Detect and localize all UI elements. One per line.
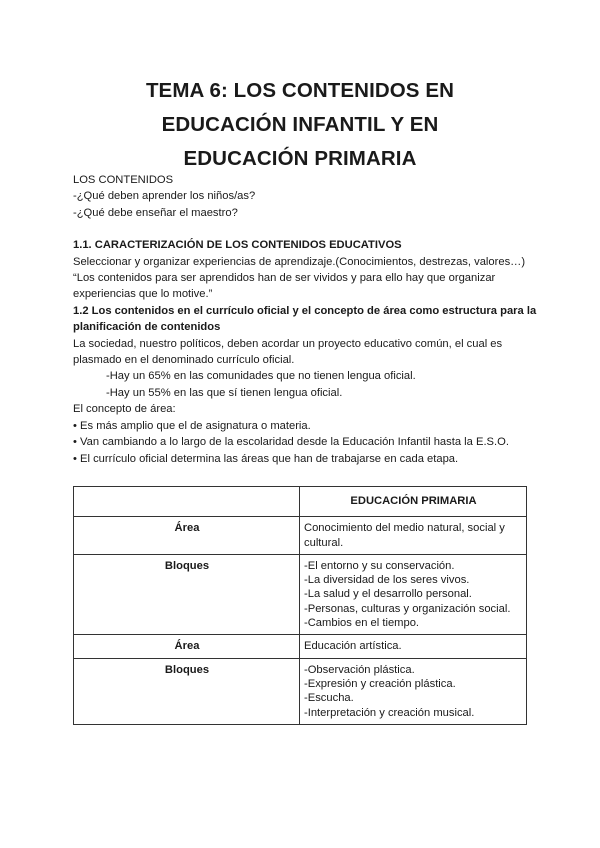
indented-item: -Hay un 55% en las que sí tienen lengua oficial. <box>106 386 343 399</box>
document-title <box>60 74 540 176</box>
table-row <box>74 554 527 634</box>
section-1-2-heading: 1.2 Los contenidos en el currículo oficial y el concepto de área como estructura para la <box>73 304 537 317</box>
table-row-content <box>300 517 527 555</box>
table-row <box>74 517 527 555</box>
table-row-label: Área <box>74 517 300 555</box>
table-cell-line: -Escucha. <box>304 692 354 705</box>
section-1-2-paragraph: plasmado en el denominado currículo oficial. <box>73 354 295 367</box>
bullet-item: • El currículo oficial determina las áreas que han de trabajarse en cada etapa. <box>73 452 459 465</box>
document-body <box>73 172 553 467</box>
table-row <box>74 635 527 658</box>
table-cell-line: -Interpretación y creación musical. <box>304 706 475 719</box>
section-1-1-quote: “Los contenidos para ser aprendidos han de ser vividos y para ello hay que organizar <box>73 272 496 285</box>
curriculum-table <box>73 486 527 725</box>
bullet-item: • Es más amplio que el de asignatura o materia. <box>73 419 311 432</box>
section-1-1-text: Seleccionar y organizar experiencias de aprendizaje.(Conocimientos, destrezas, valores…) <box>73 255 526 268</box>
table-cell-line: -Observación plástica. <box>304 663 415 676</box>
table-row-label: Bloques <box>74 554 300 634</box>
section-1-1-quote: experiencias que lo motive.” <box>73 288 213 301</box>
section-1-2-paragraph: La sociedad, nuestro políticos, deben acordar un proyecto educativo común, el cual es <box>73 337 503 350</box>
area-concept-label: El concepto de área: <box>73 403 176 416</box>
title-line: TEMA 6: LOS CONTENIDOS EN <box>145 79 455 102</box>
table-header-row <box>74 487 527 517</box>
table-row-label: Bloques <box>74 658 300 724</box>
table-cell-line: -Personas, culturas y organización social. <box>304 602 511 615</box>
intro-question: -¿Qué deben aprender los niños/as? <box>73 190 256 203</box>
table-cell-line: Conocimiento del medio natural, social y <box>304 522 505 535</box>
table-cell-line: -Cambios en el tiempo. <box>304 617 420 630</box>
table-cell-line: cultural. <box>304 536 344 549</box>
section-1-1-heading: 1.1. CARACTERIZACIÓN DE LOS CONTENIDOS EDUCATIVOS <box>73 239 402 252</box>
table-row-content <box>300 554 527 634</box>
table-row-label: Área <box>74 635 300 658</box>
table-cell-line: -Expresión y creación plástica. <box>304 677 456 690</box>
table-cell-line: -La diversidad de los seres vivos. <box>304 574 470 587</box>
table-header-cell <box>74 487 300 517</box>
intro-heading: LOS CONTENIDOS <box>73 174 174 186</box>
table-cell-line: Educación artística. <box>304 640 402 653</box>
table-row-content <box>300 635 527 658</box>
table-cell-line: -La salud y el desarrollo personal. <box>304 588 472 601</box>
table-row-content <box>300 658 527 724</box>
section-1-2-heading: planificación de contenidos <box>73 321 221 334</box>
intro-question: -¿Qué debe enseñar el maestro? <box>73 206 238 219</box>
title-line: EDUCACIÓN INFANTIL Y EN <box>161 113 439 136</box>
table-row <box>74 658 527 724</box>
bullet-item: • Van cambiando a lo largo de la escolaridad desde la Educación Infantil hasta la E.S.O. <box>73 436 509 449</box>
table-header-cell: EDUCACIÓN PRIMARIA <box>300 487 527 517</box>
table-cell-line: -El entorno y su conservación. <box>304 559 455 572</box>
indented-item: -Hay un 65% en las comunidades que no tienen lengua oficial. <box>106 370 416 383</box>
title-line: EDUCACIÓN PRIMARIA <box>183 147 417 170</box>
